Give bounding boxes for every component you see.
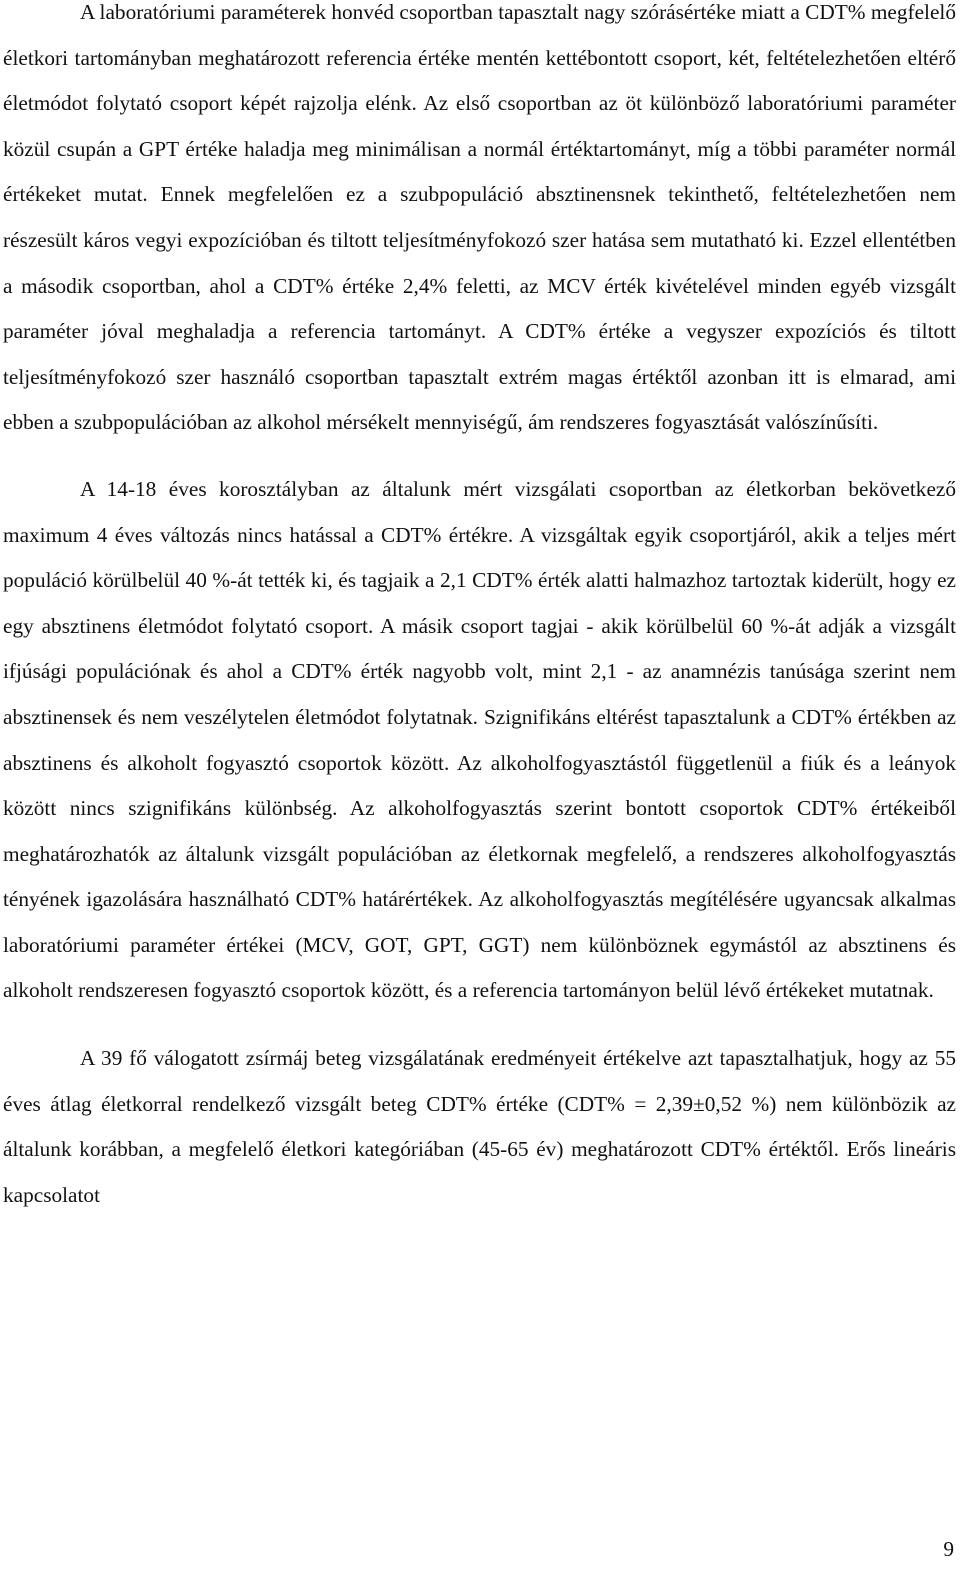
paragraph-2: A 14-18 éves korosztályban az általunk mért vizsgálati csoportban az életkorban bekövetkező maximum 4 éves változás nincs hatással a CDT% értékre. A vizsgáltak egyik csoportjáról, akik a teljes mért populáció körülbelül 40 %-át tették ki, és tagjaik a 2,1 CDT% érték alatti halmazhoz tartoztak kiderült, hogy ez egy absztinens életmódot folytató csoport. A másik csoport tagjai - akik körülbelül 60 %-át adják a vizsgált ifjúsági populációnak és ahol a CDT% érték nagyobb volt, mint 2,1 - az anamnézis tanúsága szerint nem absztinensek és nem veszélytelen életmódot folytatnak. Szignifikáns eltérést tapasztalunk a CDT% értékben az absztinens és alkoholt fogyasztó csoportok között. Az alkoholfogyasztástól függetlenül a fiúk és a leányok között nincs szignifikáns különbség. Az alkoholfogyasztás szerint bontott csoportok CDT% értékeiből meghatározhatók az általunk vizsgált populációban az életkornak megfelelő, a rendszeres alkoholfogyasztás tényének igazolására használható CDT% határértékek. Az alkoholfogyasztás megítélésére ugyancsak alkalmas laboratóriumi paraméter értékei (MCV, GOT, GPT, GGT) nem különböznek egymástól az absztinens és alkoholt rendszeresen fogyasztó csoportok között, és a referencia tartományon belül lévő értékeket mutatnak.: [3, 476, 956, 1003]
paragraph-1: A laboratóriumi paraméterek honvéd csoportban tapasztalt nagy szórásértéke miatt a CDT% megfelelő életkori tartományban meghatározott referencia értéke mentén kettébontott csoport, két, feltételezhetően eltérő életmódot folytató csoport képét rajzolja elénk. Az első csoportban az öt különböző laboratóriumi paraméter közül csupán a GPT értéke haladja meg minimálisan a normál értéktartományt, míg a többi paraméter normál értékeket mutat. Ennek megfelelően ez a szubpopuláció absztinensnek tekinthető, feltételezhetően nem részesült káros vegyi expozícióban és tiltott teljesítményfokozó szer hatása sem mutatható ki. Ezzel ellentétben a második csoportban, ahol a CDT% értéke 2,4% feletti, az MCV érték kivételével minden egyéb vizsgált paraméter jóval meghaladja a referencia tartományt. A CDT% értéke a vegyszer expozíciós és tiltott teljesítményfokozó szer használó csoportban tapasztalt extrém magas értéktől azonban itt is elmarad, ami ebben a szubpopulációban az alkohol mérsékelt mennyiségű, ám rendszeres fogyasztását valószínűsíti.: [3, 0, 956, 435]
body-text: [3, 0, 956, 1218]
page-number: 9: [943, 1537, 954, 1561]
paragraph-3: A 39 fő válogatott zsírmáj beteg vizsgálatának eredményeit értékelve azt tapasztalhatjuk, hogy az 55 éves átlag életkorral rendelkező vizsgált beteg CDT% értéke (CDT% = 2,39±0,52 %) nem különbözik az általunk korábban, a megfelelő életkori kategóriában (45-65 év) meghatározott CDT% értéktől. Erős lineáris kapcsolatot: [3, 1046, 956, 1207]
